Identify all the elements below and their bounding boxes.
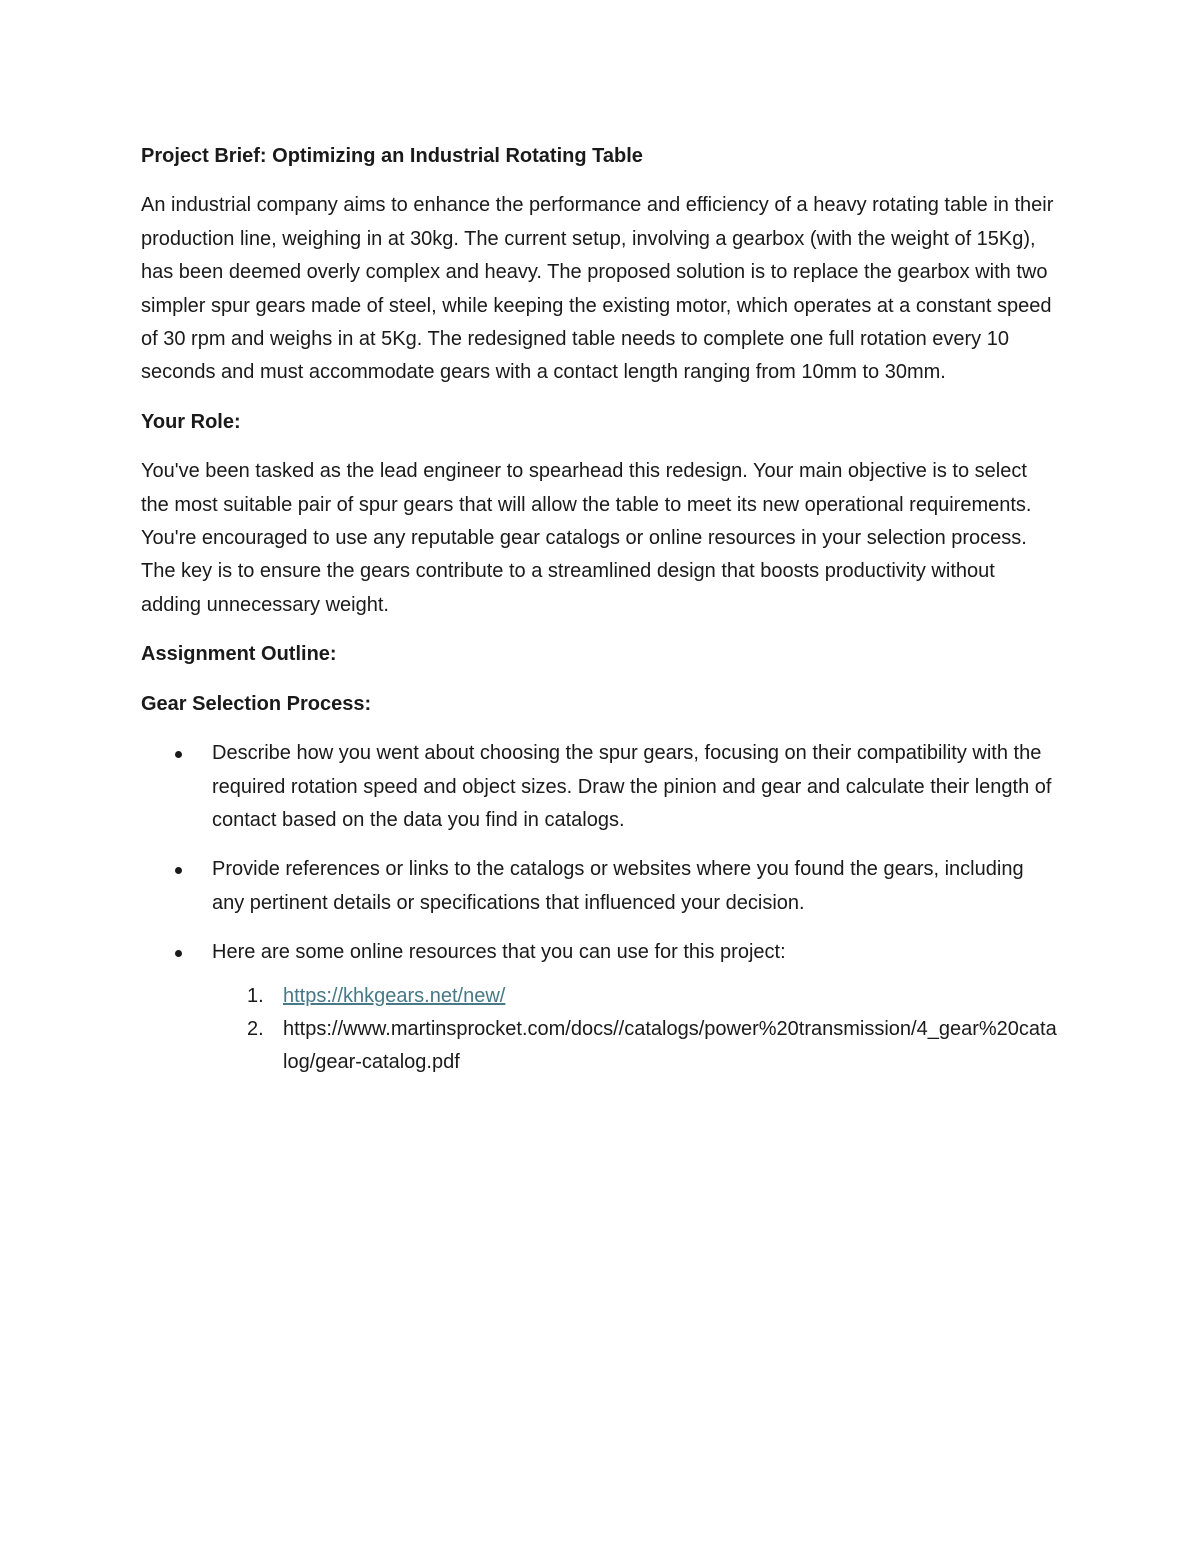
bullet-text: Here are some online resources that you can use for this project: — [212, 941, 786, 964]
bullet-icon — [175, 950, 182, 957]
role-paragraph: You've been tasked as the lead engineer to spearhead this redesign. Your main objective is to select the most suitable pair of spur gears that will allow the table to meet its new operational requirements. You're encouraged to use any reputable gear catalogs or online resources in your selection process. The key is to ensure the gears contribute to a streamlined design that boosts productivity without adding unnecessary weight. — [141, 460, 1032, 616]
bullet-item — [141, 737, 1059, 837]
resource-number: 2. — [247, 1017, 264, 1040]
bullet-item — [141, 853, 1059, 920]
bullet-text: Describe how you went about choosing the spur gears, focusing on their compatibility with the required rotation speed and object sizes. Draw the pinion and gear and calculate their length of contact based on the data you find in catalogs. — [212, 742, 1052, 831]
bullet-text: Provide references or links to the catalogs or websites where you found the gears, including any pertinent details or specifications that influenced your decision. — [212, 858, 1024, 914]
role-heading: Your Role: — [141, 410, 241, 433]
gear-selection-heading: Gear Selection Process: — [141, 692, 372, 715]
resource-item — [141, 1013, 1059, 1080]
bullet-list — [141, 737, 1059, 969]
martinsprocket-url: https://www.martinsprocket.com/docs//catalogs/power%20transmission/4_gear%20catalog/gear-catalog.pdf — [283, 1017, 1057, 1074]
outline-heading: Assignment Outline: — [141, 643, 337, 666]
bullet-icon — [175, 867, 182, 874]
khkgears-link[interactable]: https://khkgears.net/new/ — [283, 984, 506, 1007]
resource-number: 1. — [247, 984, 264, 1007]
bullet-icon — [175, 751, 182, 758]
resource-item — [141, 980, 1059, 1013]
bullet-item — [141, 936, 1059, 969]
document-page — [141, 140, 1059, 1080]
document-title: Project Brief: Optimizing an Industrial Rotating Table — [141, 145, 643, 167]
resource-list — [141, 980, 1059, 1080]
intro-paragraph: An industrial company aims to enhance the performance and efficiency of a heavy rotating table in their production line, weighing in at 30kg. The current setup, involving a gearbox (with the weight of 15Kg), has been deemed overly complex and heavy. The proposed solution is to replace the gearbox with two simpler spur gears made of steel, while keeping the existing motor, which operates at a constant speed of 30 rpm and weighs in at 5Kg. The redesigned table needs to complete one full rotation every 10 seconds and must accommodate gears with a contact length ranging from 10mm to 30mm. — [141, 194, 1054, 384]
